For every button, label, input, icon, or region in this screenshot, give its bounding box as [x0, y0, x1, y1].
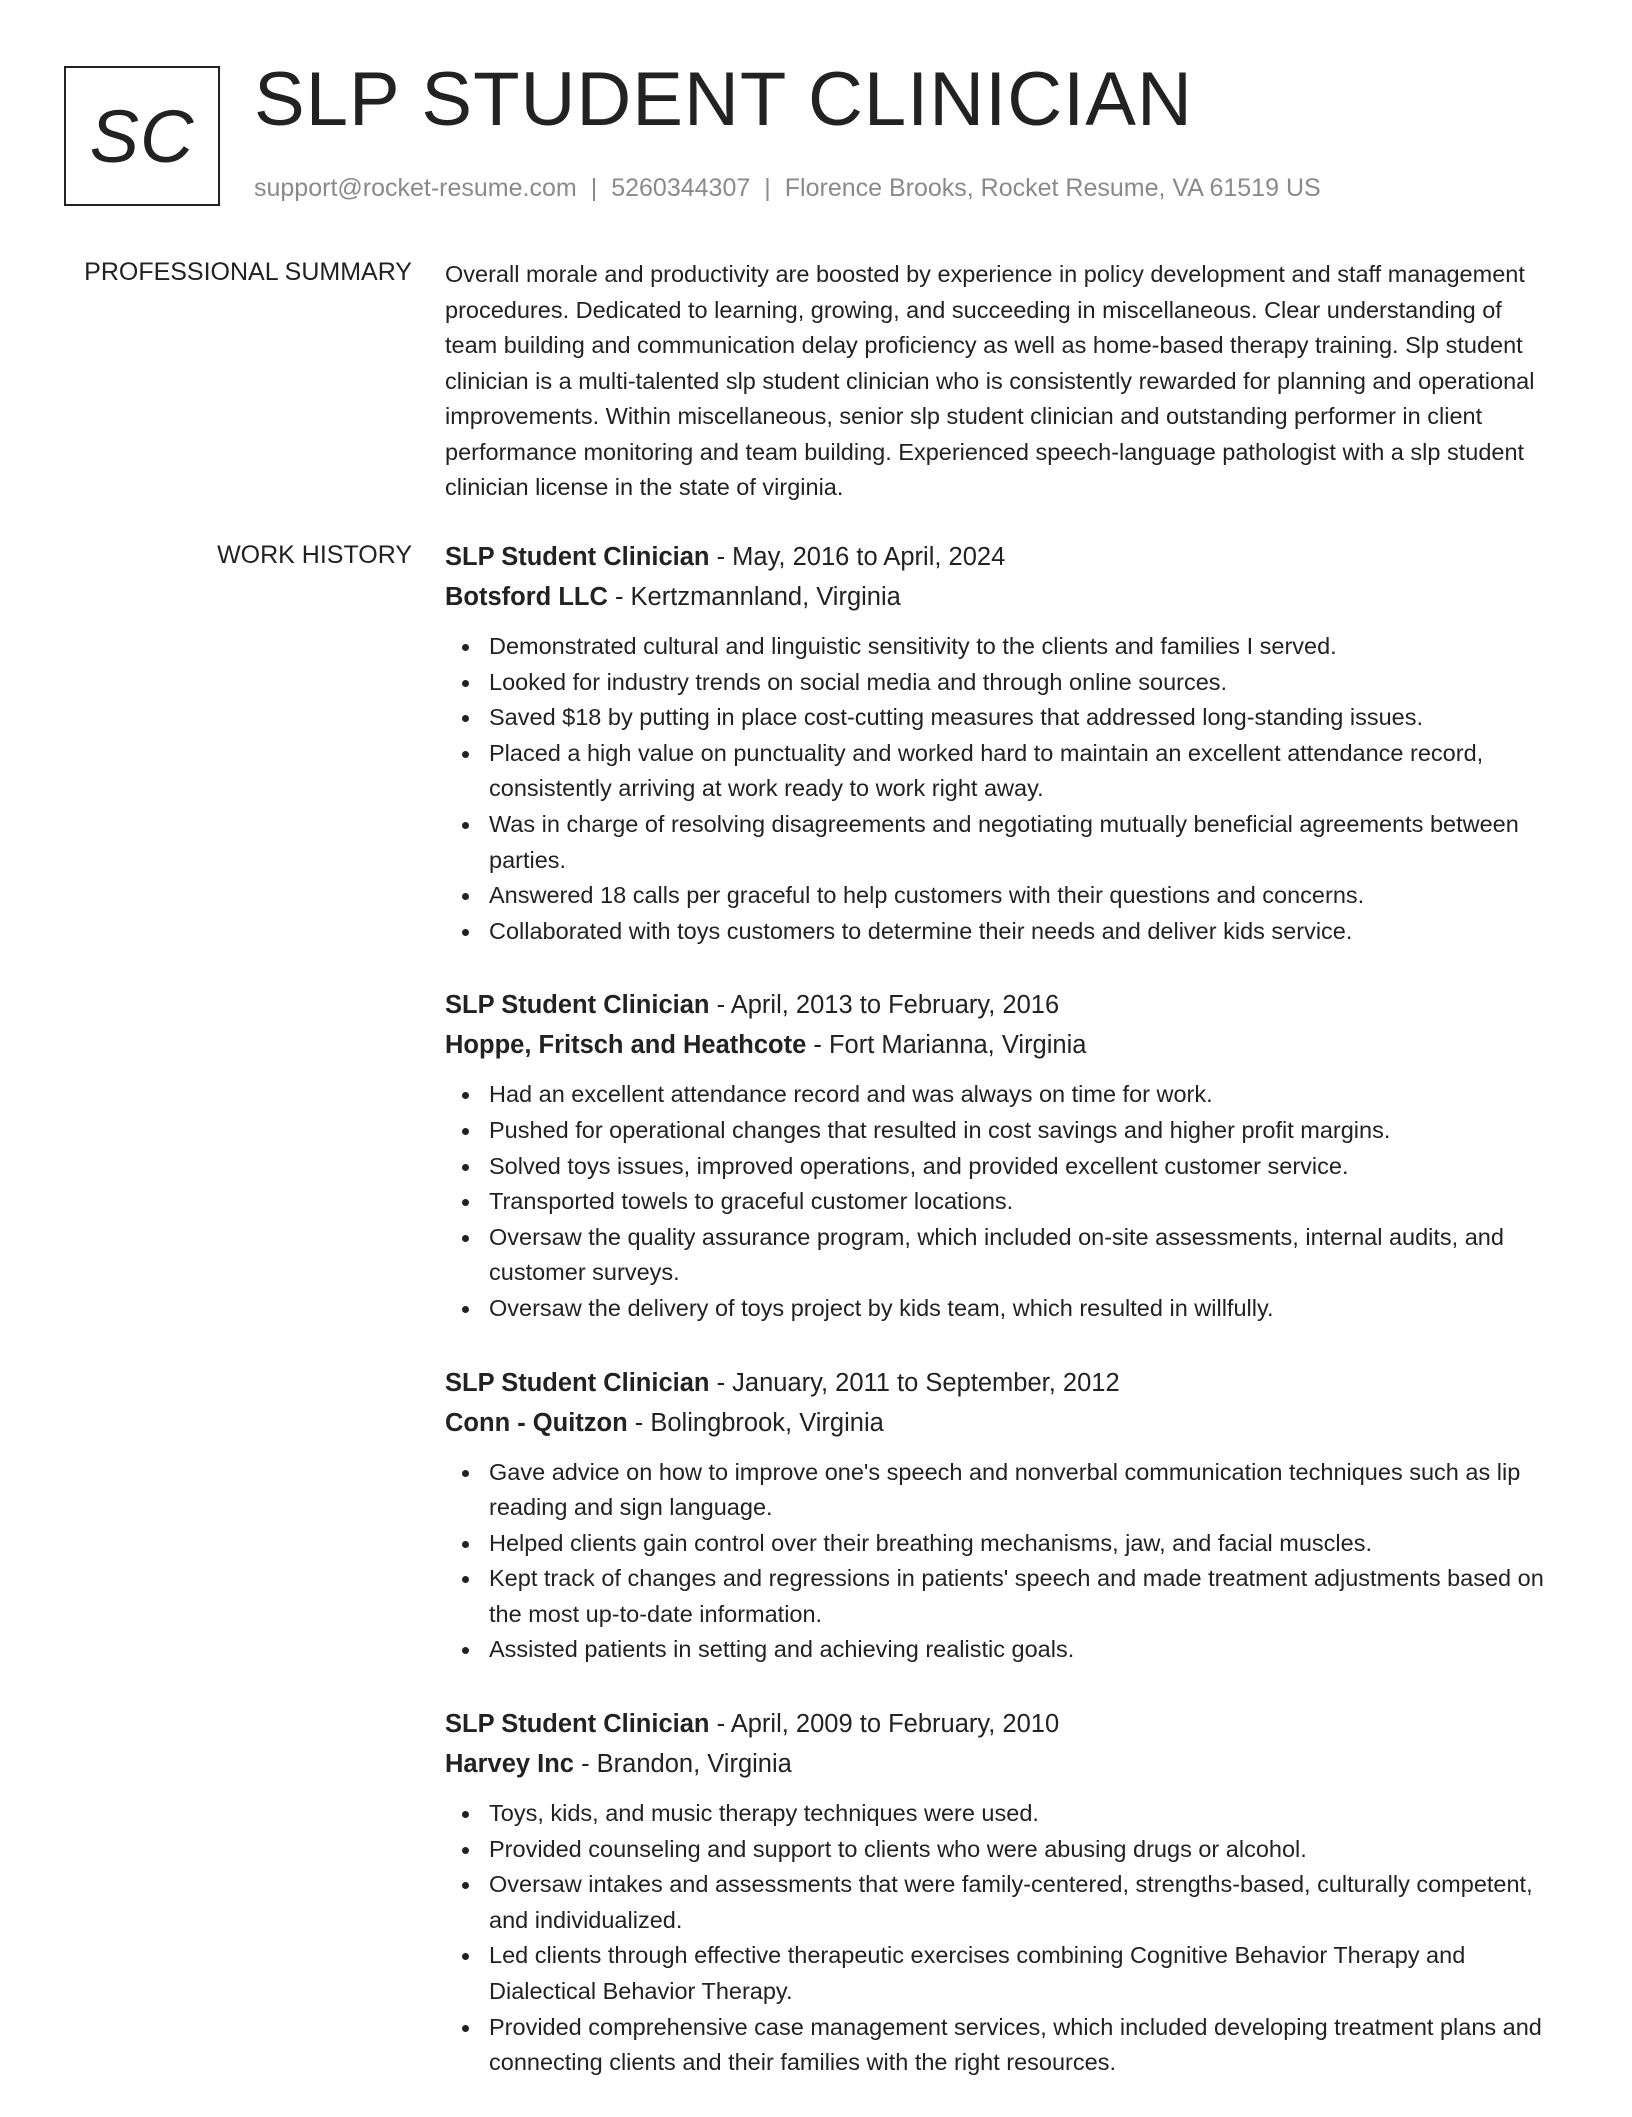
job-title: SLP Student Clinician [445, 1368, 710, 1397]
work-history-section [445, 537, 1557, 2117]
job-company-line [445, 1403, 1557, 1443]
job-company: Conn - Quitzon [445, 1408, 628, 1437]
job-dates: - May, 2016 to April, 2024 [709, 543, 1006, 571]
list-item: Toys, kids, and music therapy techniques were used. [489, 1796, 1557, 1832]
job-company: Hoppe, Fritsch and Heathcote [445, 1031, 807, 1060]
monogram-initials: SC [89, 94, 195, 178]
job-entry [445, 985, 1557, 1326]
list-item: Oversaw intakes and assessments that were family-centered, strengths-based, culturally competent, and individualized. [489, 1867, 1557, 1938]
job-entry [445, 1363, 1557, 1669]
list-item: Provided comprehensive case management services, which included developing treatment plans and connecting clients and their families with the right resources. [489, 2010, 1557, 2081]
job-bullet-list [445, 1455, 1557, 1669]
job-entry [445, 1704, 1557, 2081]
job-dates: - January, 2011 to September, 2012 [709, 1368, 1120, 1397]
list-item: Helped clients gain control over their breathing mechanisms, jaw, and facial muscles. [489, 1526, 1557, 1562]
summary-heading: PROFESSIONAL SUMMARY [84, 258, 412, 286]
list-item: Provided counseling and support to clients who were abusing drugs or alcohol. [489, 1832, 1557, 1868]
work-history-heading: WORK HISTORY [217, 541, 412, 569]
job-location: - Brandon, Virginia [574, 1750, 792, 1779]
monogram-box [64, 66, 220, 206]
job-location: - Fort Marianna, Virginia [806, 1031, 1087, 1060]
contact-separator: | [590, 174, 598, 202]
contact-line [254, 174, 1321, 203]
job-bullet-list [445, 1077, 1557, 1326]
list-item: Transported towels to graceful customer locations. [489, 1184, 1557, 1220]
job-company-line [445, 577, 1557, 617]
list-item: Collaborated with toys customers to determine their needs and deliver kids service. [489, 914, 1557, 950]
summary-section [445, 257, 1557, 506]
job-dates: - April, 2013 to February, 2016 [709, 991, 1060, 1020]
list-item: Oversaw the delivery of toys project by kids team, which resulted in willfully. [489, 1291, 1557, 1327]
list-item: Oversaw the quality assurance program, which included on-site assessments, internal audits, and customer surveys. [489, 1220, 1557, 1291]
contact-address: Florence Brooks, Rocket Resume, VA 61519 US [784, 174, 1321, 202]
job-title: SLP Student Clinician [445, 543, 710, 571]
list-item: Gave advice on how to improve one's speech and nonverbal communication techniques such as lip reading and sign language. [489, 1455, 1557, 1526]
list-item: Kept track of changes and regressions in patients' speech and made treatment adjustments based on the most up-to-date information. [489, 1561, 1557, 1632]
job-company-line [445, 1744, 1557, 1784]
job-title-line [445, 1704, 1557, 1744]
job-title: SLP Student Clinician [445, 991, 710, 1020]
list-item: Led clients through effective therapeutic exercises combining Cognitive Behavior Therapy and Dialectical Behavior Therapy. [489, 1938, 1557, 2009]
list-item: Answered 18 calls per graceful to help customers with their questions and concerns. [489, 878, 1557, 914]
list-item: Saved $18 by putting in place cost-cutting measures that addressed long-standing issues. [489, 700, 1557, 736]
contact-phone: 5260344307 [611, 174, 751, 202]
contact-separator: | [764, 174, 771, 202]
list-item: Solved toys issues, improved operations, and provided excellent customer service. [489, 1149, 1557, 1185]
list-item: Placed a high value on punctuality and worked hard to maintain an excellent attendance record, consistently arriving at work ready to work right away. [489, 736, 1557, 807]
list-item: Assisted patients in setting and achieving realistic goals. [489, 1632, 1557, 1668]
job-location: - Kertzmannland, Virginia [607, 583, 901, 611]
job-company-line [445, 1025, 1557, 1065]
contact-email: support@rocket-resume.com [254, 174, 577, 202]
page-title: SLP STUDENT CLINICIAN [254, 57, 1193, 142]
list-item: Was in charge of resolving disagreements and negotiating mutually beneficial agreements between parties. [489, 807, 1557, 878]
job-entry [445, 537, 1557, 949]
list-item: Looked for industry trends on social media and through online sources. [489, 665, 1557, 701]
job-company: Botsford LLC [445, 583, 608, 611]
job-dates: - April, 2009 to February, 2010 [709, 1710, 1060, 1739]
job-title: SLP Student Clinician [445, 1710, 710, 1739]
job-title-line [445, 985, 1557, 1025]
job-bullet-list [445, 629, 1557, 949]
job-company: Harvey Inc [445, 1750, 574, 1779]
job-location: - Bolingbrook, Virginia [627, 1408, 884, 1437]
list-item: Demonstrated cultural and linguistic sensitivity to the clients and families I served. [489, 629, 1557, 665]
summary-text: Overall morale and productivity are boosted by experience in policy development and staff management procedures. Dedicated to learning, growing, and succeeding in miscellaneous. Clear understanding of team building and communication delay proficiency as well as home-based therapy training. Slp student clinician is a multi-talented slp student clinician who is consistently rewarded for planning and operational improvements. Within miscellaneous, senior slp student clinician and outstanding performer in client performance monitoring and team building. Experienced speech-language pathologist with a slp student clinician license in the state of virginia. [445, 261, 1535, 500]
job-title-line [445, 537, 1557, 577]
list-item: Had an excellent attendance record and was always on time for work. [489, 1077, 1557, 1113]
job-bullet-list [445, 1796, 1557, 2081]
list-item: Pushed for operational changes that resulted in cost savings and higher profit margins. [489, 1113, 1557, 1149]
job-title-line [445, 1363, 1557, 1403]
